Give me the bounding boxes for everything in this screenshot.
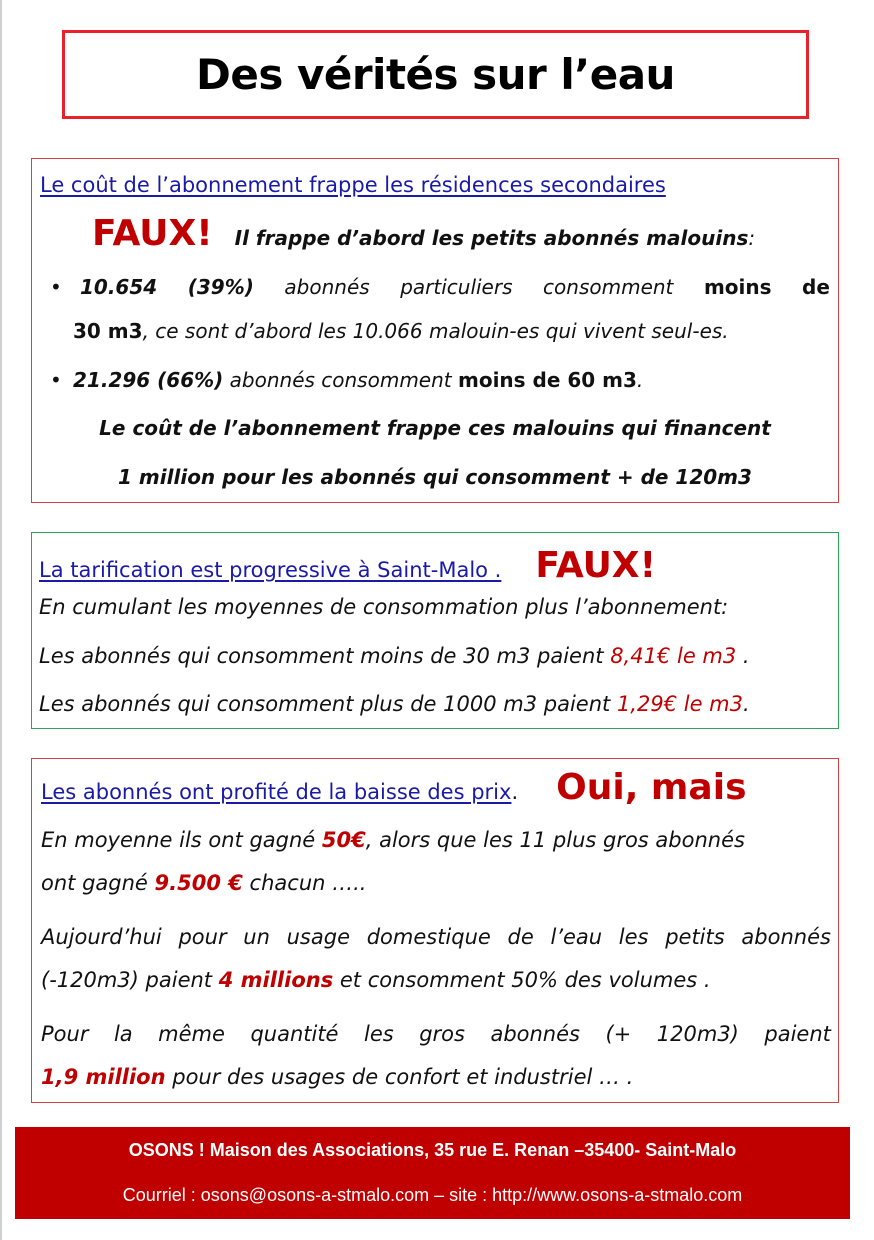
justified-word: quantité	[250, 1022, 339, 1046]
bullet1-word: consomment	[543, 275, 674, 299]
justified-word: (+	[605, 1022, 632, 1046]
section3-p3-line2-end: pour des usages de confort et industriel … .	[165, 1065, 634, 1089]
bullet1-word: (39%)	[187, 275, 254, 299]
section3-p3-line2	[41, 1065, 633, 1089]
bullet1-word: particuliers	[400, 275, 513, 299]
section2-line2	[39, 644, 750, 668]
section2-line2-text: Les abonnés qui consomment moins de 30 m3 paient	[39, 644, 611, 668]
justified-word: paient	[764, 1022, 831, 1046]
section2-line3-end: .	[742, 692, 750, 716]
justified-word: Pour	[41, 1022, 89, 1046]
bullet1-line2	[73, 319, 729, 343]
justified-word: usage	[286, 925, 350, 949]
section1-verdict: FAUX!	[92, 213, 213, 254]
section3-p1-line2-end: chacun …..	[242, 871, 367, 895]
section3-small-users-total: 4 millions	[218, 968, 334, 992]
section1-conclusion-line1: Le coût de l’abonnement frappe ces malouins qui financent	[99, 416, 771, 440]
section3-verdict: Oui, mais	[556, 767, 747, 808]
left-edge-rule	[0, 0, 2, 1240]
footer-contact: Courriel : osons@osons-a-stmalo.com – site : http://www.osons-a-stmalo.com	[122, 1185, 743, 1205]
bullet1-bold-volume: 30 m3	[73, 319, 143, 343]
section3-heading: Les abonnés ont profité de la baisse des prix	[41, 780, 512, 804]
section3-p2-line2-text: (-120m3) paient	[41, 968, 219, 992]
section-baisse-prix	[31, 758, 839, 1103]
bullet1-word: 10.654	[80, 275, 158, 299]
bullet1-word: de	[802, 275, 830, 299]
section2-heading: La tarification est progressive à Saint-Malo .	[39, 558, 502, 582]
justified-word: un	[243, 925, 270, 949]
section3-heading-row	[41, 767, 747, 808]
section1-subtitle	[235, 226, 755, 250]
section3-p1-line2	[41, 871, 366, 895]
justified-word: la	[113, 1022, 133, 1046]
section-abonnement-cost	[31, 158, 839, 503]
bullet2-mid: abonnés consomment	[223, 368, 458, 392]
section1-subtitle-text: Il frappe d’abord les petits abonnés malouins	[234, 226, 749, 250]
section3-heading-end: .	[511, 780, 519, 804]
section3-p2-line2-end: et consomment 50% des volumes .	[333, 968, 711, 992]
bullet1-word: moins	[703, 275, 772, 299]
bullet2-bold-volume: moins de 60 m3	[457, 368, 637, 392]
justified-word: petits	[665, 925, 725, 949]
justified-word: pour	[178, 925, 227, 949]
section2-line2-end: .	[736, 644, 750, 668]
section2-line3-text: Les abonnés qui consomment plus de 1000 m3 paient	[39, 692, 617, 716]
justified-word: abonnés	[490, 1022, 580, 1046]
bullet2-line	[73, 368, 643, 392]
bullet2-bold-count: 21.296 (66%)	[73, 368, 224, 392]
section3-gain-big: 9.500 €	[154, 871, 243, 895]
section2-price-small: 8,41€ le m3	[610, 644, 737, 668]
footer-address: OSONS ! Maison des Associations, 35 rue E. Renan –35400- Saint-Malo	[128, 1140, 737, 1160]
section2-verdict: FAUX!	[535, 545, 656, 586]
justified-word: de	[507, 925, 534, 949]
footer-banner	[15, 1127, 850, 1219]
section1-subtitle-colon: :	[748, 226, 756, 250]
section1-heading: Le coût de l’abonnement frappe les résidences secondaires	[40, 173, 666, 197]
justified-word: 120m3)	[656, 1022, 739, 1046]
bullet1-line1	[80, 275, 830, 299]
section3-gain-average: 50€	[321, 828, 366, 852]
bullet-icon: •	[50, 275, 62, 299]
section2-heading-row	[39, 545, 656, 586]
section3-p2-line2	[41, 968, 711, 992]
justified-word: les	[618, 925, 649, 949]
bullet-icon: •	[50, 368, 62, 392]
bullet2-end: .	[636, 368, 644, 392]
section1-conclusion-line2: 1 million pour les abonnés qui consomment + de 120m3	[118, 465, 752, 489]
section3-p1-text: En moyenne ils ont gagné	[41, 828, 322, 852]
justified-word: les	[363, 1022, 394, 1046]
section1-verdict-row	[92, 213, 755, 254]
justified-word: l’eau	[550, 925, 603, 949]
justified-word: domestique	[366, 925, 491, 949]
section2-line1: En cumulant les moyennes de consommation plus l’abonnement:	[39, 595, 729, 619]
section3-p1-rest: , alors que les 11 plus gros abonnés	[365, 828, 745, 852]
section-tarification	[31, 532, 839, 729]
page-title: Des vérités sur l’eau	[196, 50, 675, 99]
section3-p2-line1	[41, 925, 831, 949]
section2-line3	[39, 692, 750, 716]
section2-price-large: 1,29€ le m3	[616, 692, 743, 716]
bullet1-word: abonnés	[284, 275, 370, 299]
justified-word: abonnés	[741, 925, 831, 949]
section3-big-users-total: 1,9 million	[41, 1065, 166, 1089]
justified-word: même	[158, 1022, 225, 1046]
title-box	[62, 30, 809, 119]
section3-p1-line1	[41, 828, 745, 852]
section3-p3-line1	[41, 1022, 831, 1046]
justified-word: Aujourd’hui	[41, 925, 162, 949]
justified-word: gros	[419, 1022, 465, 1046]
section3-p1-line2-text: ont gagné	[41, 871, 155, 895]
bullet1-rest: , ce sont d’abord les 10.066 malouin-es qui vivent seul-es.	[142, 319, 729, 343]
